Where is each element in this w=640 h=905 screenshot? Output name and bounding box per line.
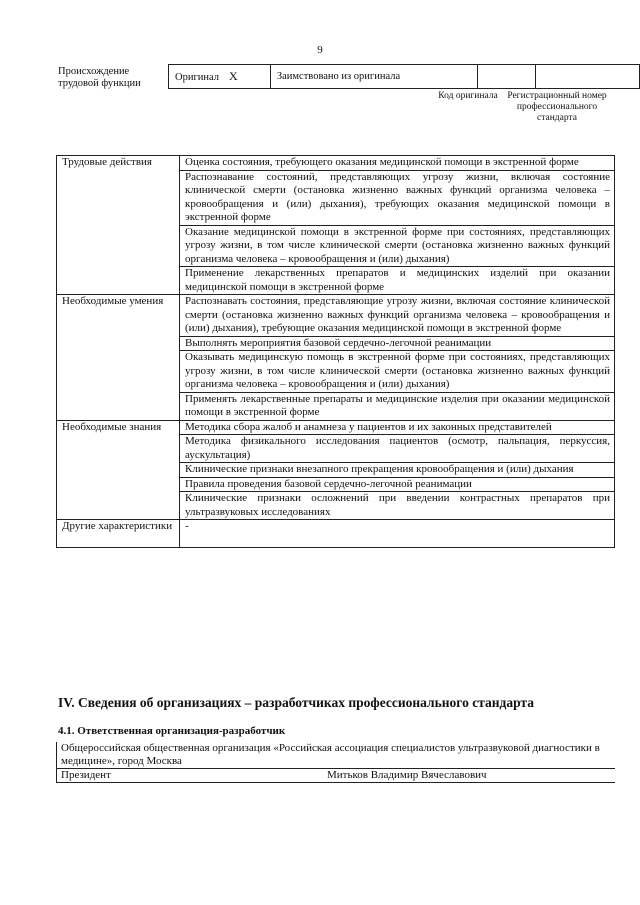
table-cell: Оценка состояния, требующего оказания медицинской помощи в экстренной форме — [180, 156, 615, 171]
table-cell: Клинические признаки внезапного прекращения кровообращения и (или) дыхания — [180, 463, 615, 478]
position-label: Президент — [61, 769, 111, 781]
table-cell: Методика сбора жалоб и анамнеза у пациентов и их законных представителей — [180, 420, 615, 435]
table-cell: Клинические признаки осложнений при введении контрастных препаратов при ультразвуковых исследованиях — [180, 492, 615, 520]
original-label: Оригинал — [175, 72, 219, 83]
table-cell: Оказание медицинской помощи в экстренной форме при состояниях, представляющих угрозу жизни, в том числе клинической смерти (остановка жизненно важных функций организма человека – кровообращения и (или) дыхания) — [180, 225, 615, 267]
original-mark: X — [229, 69, 238, 83]
table-cell: Методика физикального исследования пациентов (осмотр, пальпация, перкуссия, аускультация) — [180, 435, 615, 463]
origin-label: Происхождение трудовой функции — [58, 66, 141, 89]
table-row — [57, 156, 615, 171]
row-header: Необходимые знания — [57, 420, 180, 520]
table-cell: Выполнять мероприятия базовой сердечно-легочной реанимации — [180, 336, 615, 351]
reg-number-label: Регистрационный номер профессионального стандарта — [507, 91, 607, 123]
table-cell: Применение лекарственных препаратов и медицинских изделий при оказании медицинской помощи в экстренной форме — [180, 267, 615, 295]
table-cell: Применять лекарственные препараты и медицинские изделия при оказании медицинской помощи в экстренной форме — [180, 392, 615, 420]
table-row — [57, 520, 615, 548]
subsection-title: 4.1. Ответственная организация-разработчик — [58, 725, 286, 737]
table-cell: - — [180, 520, 615, 548]
row-header: Другие характеристики — [57, 520, 180, 548]
borrowed-cell — [270, 65, 477, 89]
table-row — [57, 742, 616, 769]
borrowed-label: Заимствовано из оригинала — [276, 71, 401, 82]
org-table — [56, 742, 615, 783]
table-cell: Распознавание состояний, представляющих угрозу жизни, включая состояние клинической смерти (остановка жизненно важных функций организма человека – кровообращения и (или) дыхания), требующих оказания медицинской помощи в экстренной форме — [180, 170, 615, 225]
table-cell: Распознавать состояния, представляющие угрозу жизни, включая состояние клинической смерти (остановка жизненно важных функций организма человека – кровообращения и (или) дыхания), требующие оказания медицинской помощи в экстренной форме — [180, 295, 615, 337]
org-name: Общероссийская общественная организация «Российская ассоциация специалистов ультразвуковой диагностики в медицине», город Москва — [57, 742, 616, 769]
table-row — [57, 295, 615, 337]
section-title: IV. Сведения об организациях – разработчиках профессионального стандарта — [58, 695, 534, 710]
reg-cell — [535, 65, 639, 89]
original-cell — [169, 65, 271, 89]
origin-table — [168, 64, 640, 89]
table-cell: Оказывать медицинскую помощь в экстренной форме при состояниях, представляющих угрозу жизни, в том числе клинической смерти (остановка жизненно важных функций организма человека – кровообращения и (или) дыхания) — [180, 351, 615, 393]
president-cell — [57, 769, 616, 783]
page-number: 9 — [317, 44, 323, 56]
table-row — [57, 420, 615, 435]
table-row — [57, 769, 616, 783]
person-name: Митьков Владимир Вячеславович — [327, 769, 487, 781]
code-cell — [478, 65, 536, 89]
row-header: Необходимые умения — [57, 295, 180, 421]
row-header: Трудовые действия — [57, 156, 180, 295]
table-cell: Правила проведения базовой сердечно-легочной реанимации — [180, 477, 615, 492]
code-label: Код оригинала — [438, 91, 498, 101]
labor-function-table — [56, 155, 615, 548]
